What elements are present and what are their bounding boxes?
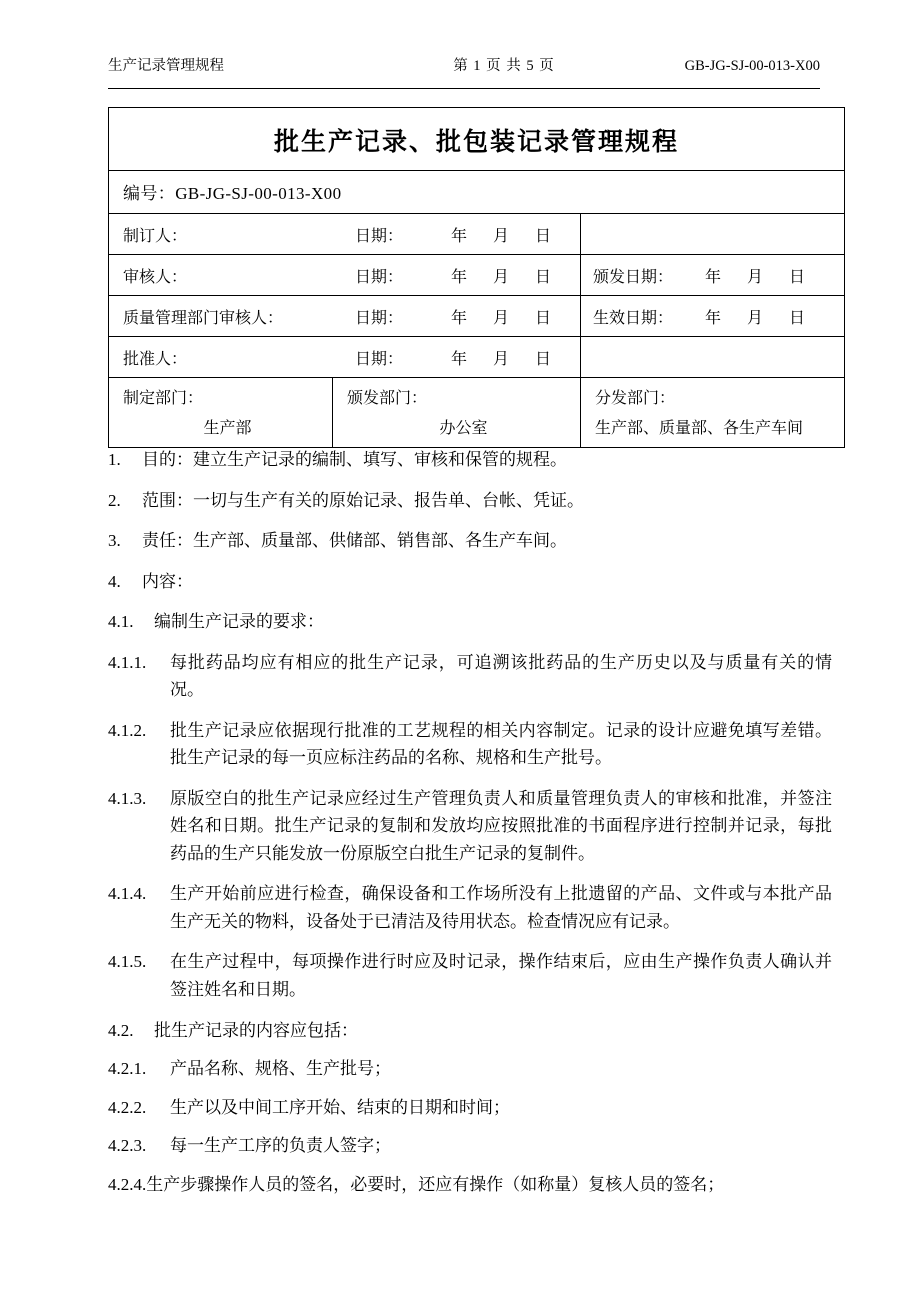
year-glyph: 年 [705, 309, 722, 327]
paragraph-text: 责任：生产部、质量部、供储部、销售部、各生产车间。 [142, 531, 567, 551]
month-glyph: 月 [747, 268, 764, 286]
paragraph-number: 4.2.3. [108, 1136, 147, 1156]
issuing-department-value: 办公室 [439, 420, 488, 437]
body-paragraph [108, 880, 832, 935]
document-code-cell [109, 171, 845, 214]
body-paragraph [108, 649, 832, 704]
paragraph-number: 4.1. [108, 612, 134, 632]
department-row [109, 378, 845, 448]
day-glyph: 日 [789, 268, 806, 286]
issue-date-spacer-bottom [581, 337, 845, 378]
distribution-department-label: 分发部门： [595, 390, 676, 407]
qa-reviewer-date-ymd [429, 305, 580, 328]
body-paragraph [108, 608, 832, 636]
reviewer-cell [109, 255, 581, 296]
paragraph-text: 批生产记录的内容应包括： [154, 1020, 358, 1040]
month-glyph: 月 [747, 309, 764, 327]
paragraph-text: 原版空白的批生产记录应经过生产管理负责人和质量管理负责人的审核和批准，并签注姓名和日期。批生产记录的复制和发放均应按照批准的书面程序进行控制并记录，每批药品的生产只能发放一份原版空白批生产记录的复制件。 [170, 788, 832, 863]
qa-reviewer-cell [109, 296, 581, 337]
effective-date-cell [581, 296, 845, 337]
code-row [109, 171, 845, 214]
paragraph-number: 4. [108, 571, 121, 591]
body-paragraph [108, 527, 832, 555]
paragraph-number: 4.1.3. [108, 788, 147, 808]
paragraph-text: 目的：建立生产记录的编制、填写、审核和保管的规程。 [142, 450, 567, 469]
body-paragraph [108, 1094, 832, 1122]
month-glyph: 月 [493, 309, 510, 327]
paragraph-number: 4.2.2. [108, 1097, 147, 1117]
paragraph-number: 1. [108, 450, 121, 469]
paragraph-number: 4.1.1. [108, 652, 147, 672]
paragraph-number: 4.2.1. [108, 1059, 147, 1079]
header-page-number: 第 1 页 共 5 页 [453, 58, 555, 74]
paragraph-number: 4.1.5. [108, 952, 147, 972]
paragraph-text: 每一生产工序的负责人签字； [170, 1136, 391, 1156]
day-glyph: 日 [535, 309, 552, 327]
paragraph-text: 批生产记录应依据现行批准的工艺规程的相关内容制定。记录的设计应避免填写差错。批生产记录的每一页应标注药品的名称、规格和生产批号。 [170, 720, 832, 768]
body-paragraph [108, 717, 832, 772]
effective-date-label: 生效日期： [593, 309, 674, 327]
header-document-code: GB-JG-SJ-00-013-X00 [684, 58, 820, 74]
issue-date-ymd [691, 264, 805, 287]
body-paragraph [108, 785, 832, 868]
distribution-department-value: 生产部、质量部、各生产车间 [595, 420, 804, 437]
signature-row-4 [109, 337, 845, 378]
body-paragraph [108, 446, 832, 474]
paragraph-text: 范围：一切与生产有关的原始记录、报告单、台帐、凭证。 [142, 490, 584, 510]
paragraph-number: 3. [108, 531, 121, 551]
drafter-label: 制订人： [123, 227, 188, 245]
issuing-department-cell [333, 378, 581, 448]
issuing-department-label: 颁发部门： [347, 390, 428, 407]
body-paragraph: 4.2.4.生产步骤操作人员的签名，必要时，还应有操作（如称量）复核人员的签名； [108, 1171, 832, 1199]
document-title: 批生产记录、批包装记录管理规程 [109, 108, 845, 171]
issue-date-cell [581, 255, 845, 296]
paragraph-number: 4.1.2. [108, 720, 147, 740]
paragraph-number: 4.1.4. [108, 884, 147, 904]
issue-date-spacer-top [581, 214, 845, 255]
drafter-date-ymd [429, 223, 580, 246]
code-label: 编号： [123, 184, 176, 203]
title-row [109, 108, 845, 171]
paragraph-text: 每批药品均应有相应的批生产记录，可追溯该批药品的生产历史以及与质量有关的情况。 [170, 652, 832, 700]
paragraph-text [108, 1171, 832, 1199]
day-glyph: 日 [535, 268, 552, 286]
reviewer-label: 审核人： [123, 268, 188, 286]
body-paragraph [108, 1017, 832, 1045]
paragraph-text: 生产以及中间工序开始、结束的日期和时间； [170, 1097, 510, 1117]
body-paragraph [108, 568, 832, 596]
issue-date-label: 颁发日期： [593, 268, 674, 286]
running-header [108, 58, 820, 89]
qa-reviewer-label: 质量管理部门审核人： [123, 309, 284, 327]
year-glyph: 年 [451, 268, 468, 286]
day-glyph: 日 [535, 350, 552, 368]
paragraph-number: 4.2. [108, 1020, 134, 1040]
paragraph-text: 内容： [142, 571, 193, 591]
body-paragraph [108, 948, 832, 1003]
body-paragraph [108, 1055, 832, 1083]
reviewer-date-ymd [429, 264, 580, 287]
body-paragraph [108, 1132, 832, 1160]
document-body [108, 446, 832, 1209]
signature-row-2 [109, 255, 845, 296]
effective-date-ymd [691, 305, 805, 328]
signature-row-1 [109, 214, 845, 255]
day-glyph: 日 [789, 309, 806, 327]
drafting-department-cell [109, 378, 333, 448]
approver-date-label: 日期： [355, 350, 404, 368]
approver-label: 批准人： [123, 350, 188, 368]
year-glyph: 年 [705, 268, 722, 286]
drafter-date-label: 日期： [355, 227, 404, 245]
paragraph-text: 编制生产记录的要求： [154, 612, 324, 632]
paragraph-text: 在生产过程中，每项操作进行时应及时记录，操作结束后，应由生产操作负责人确认并签注姓名和日期。 [170, 952, 832, 999]
paragraph-number: 2. [108, 490, 121, 510]
year-glyph: 年 [451, 309, 468, 327]
cover-table [108, 107, 845, 448]
month-glyph: 月 [493, 227, 510, 245]
distribution-department-cell [581, 378, 845, 448]
code-value: GB-JG-SJ-00-013-X00 [175, 184, 342, 203]
month-glyph: 月 [493, 350, 510, 368]
year-glyph: 年 [451, 350, 468, 368]
header-left-text: 生产记录管理规程 [108, 58, 224, 74]
qa-reviewer-date-label: 日期： [355, 309, 404, 327]
reviewer-date-label: 日期： [355, 268, 404, 286]
paragraph-text: 生产开始前应进行检查，确保设备和工作场所没有上批遗留的产品、文件或与本批产品生产无关的物料，设备处于已清洁及待用状态。检查情况应有记录。 [170, 884, 832, 931]
approver-date-ymd [429, 346, 580, 369]
drafter-cell [109, 214, 581, 255]
drafting-department-value: 生产部 [203, 420, 252, 437]
year-glyph: 年 [451, 227, 468, 245]
drafting-department-label: 制定部门： [123, 390, 204, 407]
month-glyph: 月 [493, 268, 510, 286]
paragraph-text: 产品名称、规格、生产批号； [170, 1059, 391, 1079]
approver-cell [109, 337, 581, 378]
body-paragraph [108, 487, 832, 515]
day-glyph: 日 [535, 227, 552, 245]
signature-row-3 [109, 296, 845, 337]
